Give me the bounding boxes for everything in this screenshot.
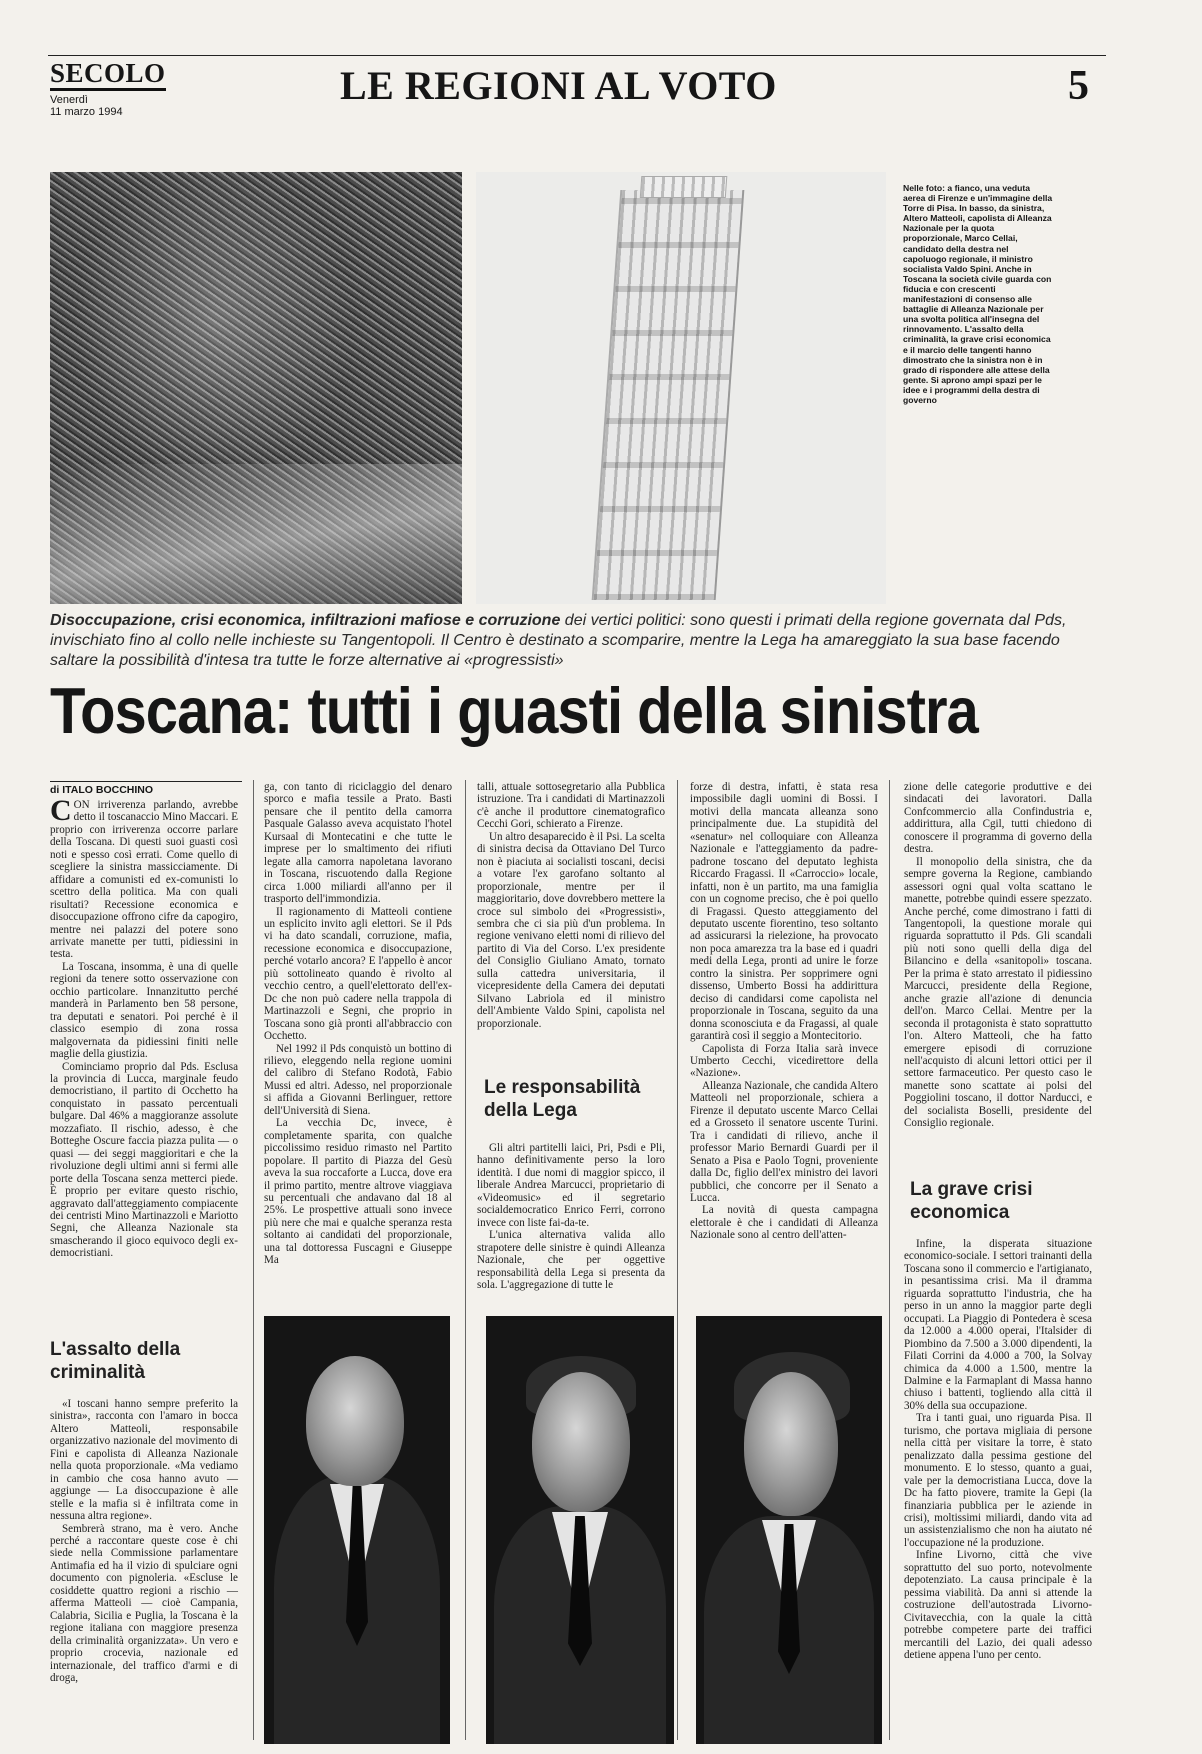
portrait-marco-cellai [486,1316,674,1744]
deck-rest: dei vertici politici: sono questi i primati della regione governata dal Pds, invischiato fino al collo nelle inchieste su Tangentopoli. Il Centro è destinato a scomparire, mentre la Lega ha amareggiato la sua base facendo saltare la possibilità d'intesa tra tutte le forze alternative ai «progressisti» [50,612,1067,669]
column-rule [465,780,466,1740]
paragraph: La vecchia Dc, invece, è completamente sparita, con qualche piccolissimo residuo rimasto nel Partito popolare. Il partito di Piazza del Gesù aveva la sua roccaforte a Lucca, dove era il primo partito, mentre altrove viaggiava su percentuali che andavano dal 18 al 25%. Le prospettive attuali sono invece più nere che mai e qualche speranza resta soltanto ai candidati del proporzionale, una tal dottoressa Fuscagni e Giuseppe Ma [264,1117,452,1267]
article-column-2 [264,781,452,1267]
tower-shape [592,190,745,600]
paragraph: talli, attuale sottosegretario alla Pubblica istruzione. Tra i candidati di Martinazzoli c'è anche il produttore cinematografico Cecchi Gori, schierato a Firenze. [477,781,665,831]
newspaper-logo: SECOLO [50,58,166,91]
article-headline: Toscana: tutti i guasti della sinistra [50,674,978,748]
aerial-view-florence-photo [50,172,462,604]
leaning-tower-pisa-photo [476,172,886,604]
masthead-rule [48,55,1106,56]
portrait-face [306,1356,404,1486]
column-rule [889,780,890,1740]
deck-lead: Disoccupazione, crisi economica, infiltrazioni mafiose e corruzione [50,612,561,629]
paragraph: Alleanza Nazionale, che candida Altero Matteoli nel proporzionale, schiera a Firenze il deputato uscente Marco Cellai ed a Grosseto il senatore uscente Turini. Tra i candidati di rilievo, anche il professor Mario Bernardi Guardi per il Senato a Pisa e Paolo Togni, proveniente dalla Dc, figlio dell'ex ministro dei lavori pubblici, che concorre per il Senato a Lucca. [690,1079,878,1204]
article-column-3b [477,1142,665,1291]
paragraph: La novità di questa campagna elettorale è che i candidati di Alleanza Nazionale sono al centro dell'atten- [690,1204,878,1242]
section-title: LE REGIONI AL VOTO [340,63,777,108]
article-deck [50,611,1100,671]
issue-date [50,94,123,118]
article-column-5 [904,781,1092,1130]
issue-day: Venerdì [50,94,88,106]
subhead-criminalita: L'assalto della criminalità [50,1339,181,1383]
article-column-5b [904,1238,1092,1661]
paragraph: Infine Livorno, città che vive soprattutto del suo porto, notevolmente depotenziato. La causa principale è la pessima viabilità. Da anni si attende la costruzione dell'autostrada Livorno-Civitavecchia, con la quale la città potrebbe competere parte dei traffici mercantili del Lazio, dei quali adesso detiene appena l'uno per cento. [904,1549,1092,1661]
subhead-crisi: La grave crisi economica [910,1179,1033,1223]
paragraph: Il monopolio della sinistra, che da sempre governa la Regione, cambiando assessori ogni qual volta scattano le manette, potrebbe quindi essere spezzato. Anche perché, come dimostrano i fatti di Tangentopoli, la questione morale qui riguarda soprattutto il Pds. Gli scandali più noti sono quelli della diga del Bilancino e della «sanitopoli» toscana. Per la prima è stato arrestato il pidiessino Marcucci, presidente della Regione, anche grazie all'azione di denuncia dell'on. Marco Cellai. Mentre per la seconda il protagonista è stato soprattutto l'on. Altero Matteoli, che ha fatto emergere episodi di corruzione nell'acquisto di alcuni lettori ottici per il settore farmaceutico. Per questo caso le manette sono scattate ai polsi del Poggiolini toscano, il dottor Narducci, e del socialista Boselli, presidente del Consiglio regionale. [904,855,1092,1130]
paragraph: Il ragionamento di Matteoli contiene un esplicito invito agli elettori. Se il Pds vi ha dato scandali, corruzione, mafia, recessione economica e disoccupazione, perché votarlo ancora? E l'appello è ancor più sottolineato quando è rivolto al vecchio centro, a quell'elettorato dell'ex-Dc che non può cadere nella trappola di Martinazzoli e Segni, che proprio in Toscana sono già pronti all'abbraccio con Occhetto. [264,905,452,1043]
column-rule [253,780,254,1740]
paragraph: «I toscani hanno sempre preferito la sinistra», racconta con l'amaro in bocca Altero Matteoli, responsabile organizzativo nazionale del movimento di Fini e capolista di Alleanza Nazionale nella quota proporzionale. «Ma vediamo in cambio che cosa hanno avuto — aggiunge — La disoccupazione è alle stelle e la mafia si è infiltrata come in nessuna altra regione». [50,1398,238,1523]
paragraph: Infine, la disperata situazione economico-sociale. I settori trainanti della Toscana sono il commercio e l'artigianato, in pesantissima crisi. Ma il dramma riguarda soprattutto l'industria, che ha perso in un anno la maggior parte degli occupati. La Piaggio di Pontedera è scesa da 12.000 a 4.000 operai, l'Italsider di Piombino da 7.500 a 3.000 dipendenti, la Filati Corrini da 4.000 a 700, la Solvay chimica da 4.000 a 1.500, mentre la Dalmine e la Farmaplant di Massa hanno chiuso i battenti, togliendo alla città il 30% della sua occupazione. [904,1238,1092,1412]
portrait-altero-matteoli [264,1316,450,1744]
paragraph: Capolista di Forza Italia sarà invece Umberto Cecchi, vicedirettore della «Nazione». [690,1042,878,1080]
subhead-lega: Le responsabilità della Lega [484,1077,641,1121]
portrait-face [744,1372,838,1516]
paragraph: Tra i tanti guai, uno riguarda Pisa. Il turismo, che portava migliaia di persone nella città per visitare la torre, è stato penalizzato dalla pessima gestione del monumento. E lo stesso, quanto a guai, vale per la democristiana Lucca, dove la Dc ha fatto piovere, tramite la Gepi (la finanziaria pubblica per le aziende in crisi), moltissimi miliardi, dando vita ad un assistenzialismo che non ha aiutato né l'occupazione né la produzione. [904,1412,1092,1549]
paragraph: Cominciamo proprio dal Pds. Esclusa la provincia di Lucca, marginale feudo democristiano, il partito di Occhetto ha conquistato in passato percentuali bulgare. Dal 46% a maggioranze assolute mozzafiato. Il rischio, adesso, è che Botteghe Oscure faccia piazza pulita — o quasi — dei seggi maggioritari e che la rivoluzione degli ultimi anni si fermi alle porte della Toscana senza metterci piede. È proprio per evitare questo rischio, aggravato dall'atteggiamento compiacente dei centristi Mino Martinazzoli e Mariotto Segni, che Alleanza Nazionale sta smascherando il gioco equivoco degli ex-democristiani. [50,1060,238,1260]
paragraph: forze di destra, infatti, è stata resa impossibile dagli uomini di Bossi. I motivi della mancata alleanza sono principalmente due. La stupidità del «senatur» nel colloquiare con Alleanza Nazionale e l'atteggiamento da padre-padrone toscano del deputato leghista Riccardo Fragassi. Il «Carroccio» locale, infatti, non è un partito, ma una famiglia con un cognome preciso, che è poi quello di Fragassi. Questo atteggiamento del deputato uscente fiorentino, teso soltanto ad assicurarsi la rielezione, ha provocato non poca amarezza tra la base ed i quadri medi della Lega, pronti ad unire le forze contro la sinistra. Per sopprimere ogni dissenso, Umberto Bossi ha addirittura deciso di candidarsi come capolista nel proporzionale in Toscana, seguito da una donna sconosciuta e da Fragassi, al quale garantirà così il seggio a Montecitorio. [690,781,878,1043]
article-column-1 [50,794,238,1260]
paragraph: zione delle categorie produttive e dei sindacati dei lavoratori. Dalla Confcommercio alla Confindustria e, addirittura, alla Cgil, tutti chiedono di conoscere il programma di governo della destra. [904,781,1092,856]
paragraph: Sembrerà strano, ma è vero. Anche perché a raccontare queste cose è chi siede nella Commissione parlamentare Antimafia ed ha il vizio di spulciare ogni documento con pignoleria. «Escluse le cosiddette quattro regioni a rischio — afferma Matteoli — cioè Campania, Calabria, Sicilia e Puglia, la Toscana è la regione italiana con maggiore presenza della criminalità organizzata». Un vero e proprio crocevia, nazionale ed internazionale, del traffico d'armi e di droga, [50,1522,238,1684]
paragraph: CON irriverenza parlando, avrebbe detto il toscanaccio Mino Maccari. E proprio con irriverenza occorre parlare della Toscana. Di questi suoi guasti così noti e spesso così errati. Come quello di scegliere la sinistra massicciamente. Di affidare a comunisti ed ex-comunisti lo scettro della politica. Ma con quali risultati? Recessione economica e disoccupazione offrono cifre da capogiro, mentre nei palazzi del potere sono arrivate manette per tutti, pidiessini in testa. [50,794,238,961]
article-column-1b [50,1398,238,1684]
portrait-face [532,1372,630,1512]
paragraph: Nel 1992 il Pds conquistò un bottino di rilievo, eleggendo nella regione uomini del calibro di Stefano Rodotà, Fabio Mussi ed altri. Adesso, nel proporzionale si affida a Giovanni Berlinguer, rettore dell'Università di Siena. [264,1042,452,1117]
paragraph: Gli altri partitelli laici, Pri, Psdi e Pli, hanno definitivamente perso la loro identità. I due nomi di maggior spicco, il liberale Andrea Marcucci, proprietario di «Videomusic» ed il segretario socialdemocratico Enrico Ferri, corrono invece con liste fai-da-te. [477,1142,665,1229]
paragraph: Un altro desaparecido è il Psi. La scelta di sinistra decisa da Ottaviano Del Turco non è piaciuta ai socialisti toscani, decisi a votare l'ex garofano soltanto al proporzionale, mentre per il maggioritario, dove dovrebbero mettere la croce sul simbolo dei «Progressisti», sembra che ci sia più d'un problema. In regione venivano eletti nomi di rilievo del partito di Via del Corso. L'ex presidente del Consiglio Giuliano Amato, tornato sulla cattedra universitaria, il vicepresidente della Camera dei deputati Silvano Labriola ed il ministro dell'Ambiente Valdo Spini, capolista nel proporzionale. [477,830,665,1030]
paragraph: L'unica alternativa valida allo strapotere delle sinistre è quindi Alleanza Nazionale, che per oggettive responsabilità della Lega si presenta da sola. L'aggregazione di tutte le [477,1229,665,1291]
byline: di ITALO BOCCHINO [50,781,242,796]
paragraph: La Toscana, insomma, è una di quelle regioni da tenere sotto osservazione con occhio particolare. Innanzitutto perché manderà in Parlamento ben 58 persone, tra deputati e senatori. Poi perché è il classico esempio di zona rossa malgovernata da pidiessini finiti nelle maglie della giustizia. [50,960,238,1061]
article-column-4 [690,781,878,1242]
paragraph: ga, con tanto di riciclaggio del denaro sporco e mafia tessile a Prato. Basti pensare che il pentito della camorra Pasquale Galasso aveva acquistato l'hotel Kursaal di Montecatini e che tutte le imprese per lo smaltimento dei rifiuti legate alla camorra napoletana lavorano in Toscana, riscuotendo dalla Regione circa 1.000 miliardi all'anno per il trasporto dell'immondizia. [264,781,452,906]
column-rule [677,780,678,1740]
issue-full-date: 11 marzo 1994 [50,106,123,118]
portrait-valdo-spini [696,1316,882,1744]
page-number: 5 [1068,63,1089,109]
photo-caption: Nelle foto: a fianco, una veduta aerea di Firenze e un'immagine della Torre di Pisa. In basso, da sinistra, Altero Matteoli, capolista di Alleanza Nazionale per la quota proporzionale, Marco Cellai, candidato della destra nel capoluogo regionale, il ministro socialista Valdo Spini. Anche in Toscana la società civile guarda con fiducia e con crescenti manifestazioni di consenso alle battaglie di Alleanza Nazionale per una svolta politica all'insegna del rinnovamento. L'assalto della criminalità, la grave crisi economica e il marcio delle tangenti hanno dimostrato che la sinistra non è in grado di rispondere alle attese della gente. Si aprono ampi spazi per le idee e i programmi della destra di governo [903,183,1053,405]
article-column-3 [477,781,665,1030]
